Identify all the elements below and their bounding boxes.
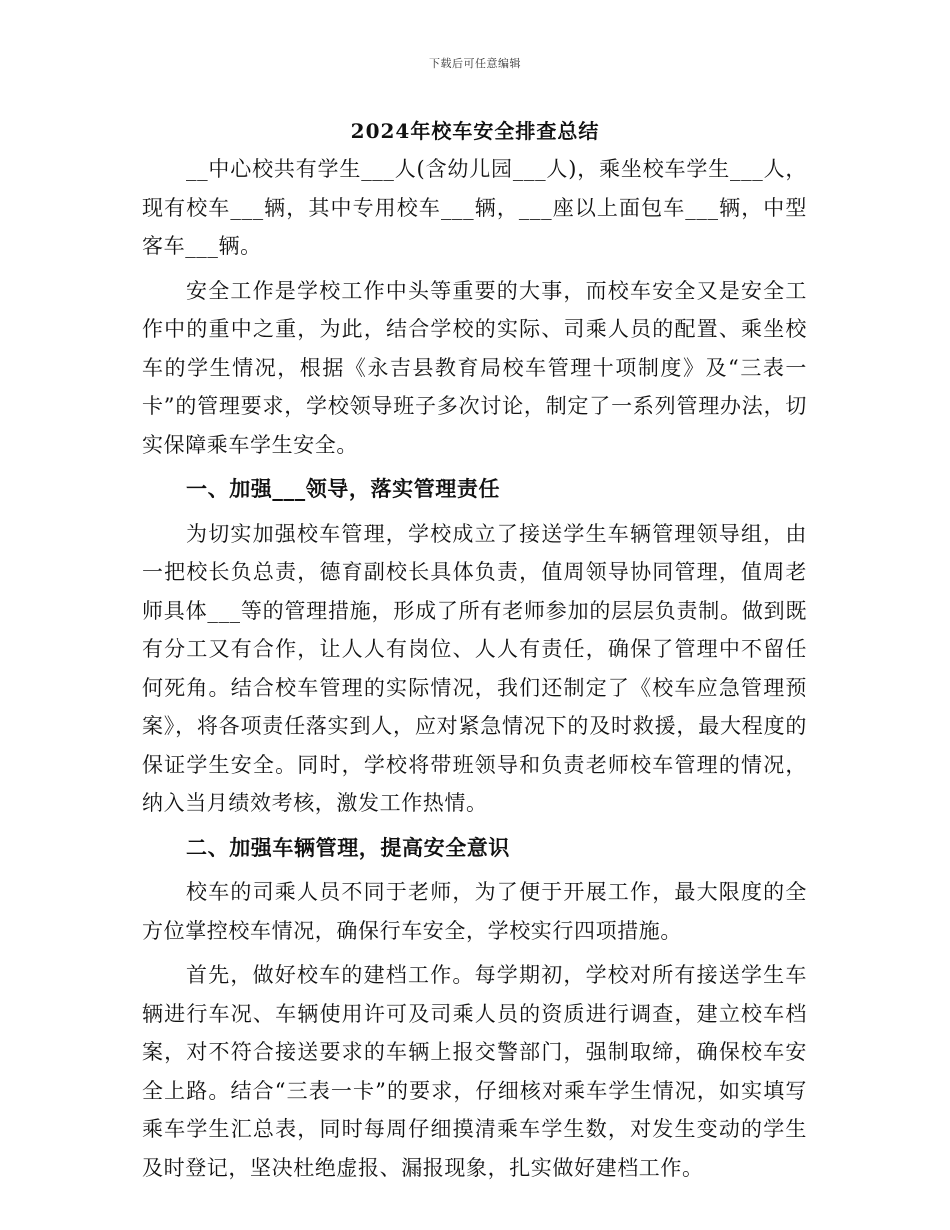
paragraph-archiving: 首先，做好校车的建档工作。每学期初，学校对所有接送学生车辆进行车况、车辆使用许可及司乘人员的资质进行调查，建立校车档案，对不符合接送要求的车辆上报交警部门，强制取缔，确保校车安全上路。结合“三表一卡”的要求，仔细核对乘车学生情况，如实填写乘车学生汇总表，同时每周仔细摸清乘车学生数，对发生变动的学生及时登记，坚决杜绝虚报、漏报现象，扎实做好建档工作。 bbox=[142, 963, 807, 1180]
document-title: 2024年校车安全排查总结 bbox=[350, 119, 600, 143]
paragraph-safety-importance: 安全工作是学校工作中头等重要的大事，而校车安全又是安全工作中的重中之重，为此，结合学校的实际、司乘人员的配置、乘坐校车的学生情况，根据《永吉县教育局校车管理十项制度》及“三表一卡”的管理要求，学校领导班子多次讨论，制定了一系列管理办法，切实保障乘车学生安全。 bbox=[142, 278, 807, 457]
document-body bbox=[142, 150, 807, 1187]
section-heading-1: 一、加强___领导，落实管理责任 bbox=[186, 476, 501, 501]
paragraph-vehicle-management: 校车的司乘人员不同于老师，为了便于开展工作，最大限度的全方位掌控校车情况，确保行车安全，学校实行四项措施。 bbox=[142, 880, 807, 943]
paragraph-intro: __中心校共有学生___人(含幼儿园___人)，乘坐校车学生___人，现有校车___辆，其中专用校车___辆，___座以上面包车___辆，中型客车___辆。 bbox=[142, 157, 807, 258]
paragraph-leadership: 为切实加强校车管理，学校成立了接送学生车辆管理领导组，由一把校长负总责，德育副校长具体负责，值周领导协同管理，值周老师具体___等的管理措施，形成了所有老师参加的层层负责制。做到既有分工又有合作，让人人有岗位、人人有责任，确保了管理中不留任何死角。结合校车管理的实际情况，我们还制定了《校车应急管理预案》，将各项责任落实到人，应对紧急情况下的及时救援，最大程度的保证学生安全。同时，学校将带班领导和负责老师校车管理的情况，纳入当月绩效考核，激发工作热情。 bbox=[142, 521, 807, 815]
header-note: 下载后可任意编辑 bbox=[429, 57, 521, 70]
section-heading-2: 二、加强车辆管理，提高安全意识 bbox=[186, 834, 510, 860]
